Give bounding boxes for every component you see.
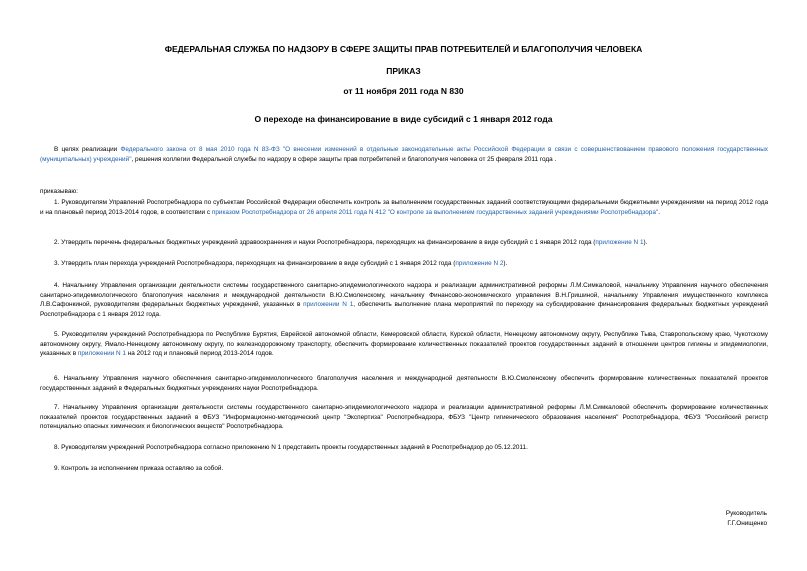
agency-heading: ФЕДЕРАЛЬНАЯ СЛУЖБА ПО НАДЗОРУ В СФЕРЕ ЗАЩИТЫ ПРАВ ПОТРЕБИТЕЛЕЙ И БЛАГОПОЛУЧИЯ ЧЕЛОВЕКА [164,44,643,54]
intro-text-1: В целях реализации [54,146,121,153]
item-1-text-b: . [658,208,660,216]
item-6: 6. Начальнику Управления научного обеспечения санитарно-эпидемиологического благополучия населения и международной деятельности В.Ю.Смоленскому обеспечить формирование количественных показателей проектов государственных заданий в Федеральных бюджетных учреждениях науки Роспотребнадзора. [40,375,768,392]
item-1-text-a: 1. Руководителям Управлений Роспотребнадзора по субъектам Российской Федерации обеспечить контроль за выполнением государственных заданий соответствующими федеральными бюджетными учреждениями на период 2012 года и на плановый период 2013-2014 годов, в соответствии с [40,199,768,216]
item-8: 8. Руководителям учреждений Роспотребнадзора согласно приложению N 1 представить проекты государственных заданий в Роспотребнадзор до 05.12.2011. [54,444,528,451]
item-4-appendix-1-link[interactable]: приложении N 1 [303,301,354,309]
prikazyvayu-label: приказываю: [40,188,78,195]
item-7: 7. Начальнику Управления организации деятельности системы государственного санитарно-эпидемиологического надзора и реализации административной реформы Л.М.Симкаловой обеспечить формирование количественных показателей проектов государственных заданий в ФБУЗ "Информационно-методический центр "Экспертиза" Роспотребнадзора, ФБУЗ "Центр гигиенического образования населения" Роспотребнадзора, ФБУЗ "Российский регистр потенциально опасных химических и биологических веществ" Роспотребнадзора. [40,404,768,431]
item-4-text-a: 4. Начальнику Управления организации деятельности системы государственного санитарно-эпидемиологического надзора и реализации административной реформы Л.М.Симкаловой, начальнику Управления научного обеспечения санитарно-эпидемиологического благополучия населения и международной деятельности В.Ю.Смоленскому, начальнику Финансово-экономического управления В.Н.Гришиной, начальнику Управления имущественного комплекса Л.В.Сафонкиной, руководителям федеральных бюджетных учреждений, указанных в [40,282,768,309]
item-5-text-a: 5. Руководителям учреждений Роспотребнадзора по Республике Бурятия, Еврейской автономной области, Кемеровской области, Курской области, Ненецкому автономному округу, Республике Тыва, Ставропольскому краю, Чукотскому автономному округу, Ямало-Ненецкому автономному округу, по железнодорожному транспорту, обеспечить формирование количественных показателей проектов государственных заданий в отношении центров гигиены и эпидемиологии, указанных в [40,331,768,358]
order-412-link[interactable]: приказом Роспотребнадзора от 26 апреля 2011 года N 412 "О контроле за выполнением государственных заданий учреждениями Роспотребнадзора" [211,208,659,216]
appendix-2-link[interactable]: приложение N 2 [455,260,504,267]
item-1 [40,198,768,217]
doc-title: О переходе на финансирование в виде субсидий с 1 января 2012 года [254,114,553,124]
item-4 [40,281,768,319]
signature-role: Руководитель [725,510,767,517]
item-3-text-b: ). [503,260,508,267]
appendix-1-link[interactable]: приложение N 1 [595,239,644,246]
item-2-text-a: 2. Утвердить перечень федеральных бюджетных учреждений здравоохранения и науки Роспотребнадзора, переходящих на финансирование в виде субсидий с 1 января 2012 года ( [54,239,596,246]
item-2 [40,238,768,248]
item-5 [40,330,768,359]
item-3 [40,259,768,269]
item-3-text-a: 3. Утвердить план перехода учреждений Роспотребнадзора, переходящих на финансирование в виде субсидий с 1 января 2012 года ( [54,260,456,267]
item-2-text-b: ). [643,239,648,246]
item-5-text-b: на 2012 год и плановый период 2013-2014 годов. [126,350,274,358]
intro-text-2: , решения коллегии Федеральной службы по надзору в сфере защиты прав потребителей и благополучия человека от 25 февраля 2011 года . [131,155,557,163]
signature-name: Г.Г.Онищенко [727,520,767,527]
item-5-appendix-1-link[interactable]: приложении N 1 [77,350,126,358]
item-9: 9. Контроль за исполнением приказа оставляю за собой. [54,465,224,472]
doc-type-heading: ПРИКАЗ [386,66,421,76]
item-4-text-b: , обеспечить выполнение плана мероприятий по переходу на субсидирование финансирования федеральных бюджетных учреждений Роспотребнадзора с 1 января 2012 года. [40,301,768,318]
doc-date: от 11 ноября 2011 года N 830 [343,86,464,96]
intro-paragraph [40,145,768,164]
federal-law-link[interactable]: Федерального закона от 8 мая 2010 года N 83-ФЗ "О внесении изменений в отдельные законодательные акты Российской Федерации в связи с совершенствованием правового положения государственных (муниципальных) учреждений" [40,146,768,163]
